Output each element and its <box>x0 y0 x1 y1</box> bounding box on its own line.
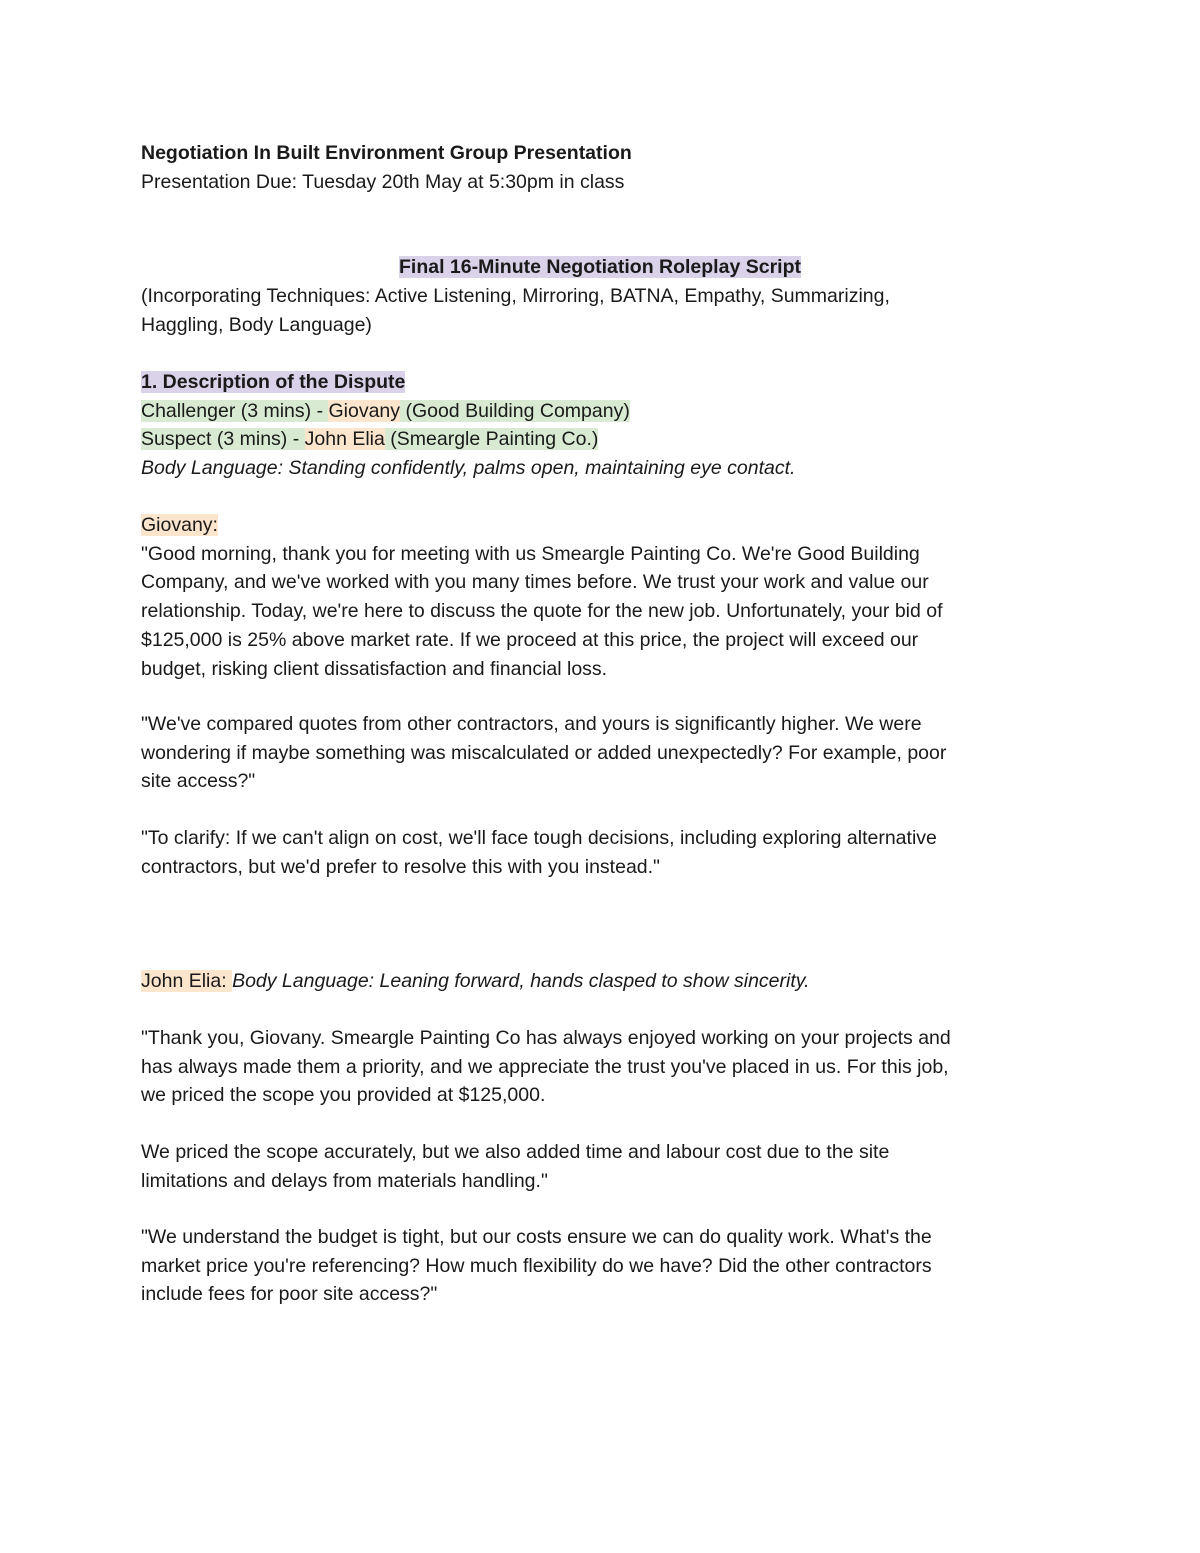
giovany-p1-line: budget, risking client dissatisfaction and financial loss. <box>141 657 608 680</box>
document-title: Negotiation In Built Environment Group Presentation <box>141 142 632 164</box>
presentation-due: Presentation Due: Tuesday 20th May at 5:30pm in class <box>141 170 625 193</box>
techniques-block <box>141 282 1061 339</box>
suspect-company: (Smeargle Painting Co.) <box>384 428 599 451</box>
challenger-name: Giovany <box>328 399 401 422</box>
giovany-paragraph-2 <box>141 710 1061 796</box>
john-p3-line: include fees for poor site access?" <box>141 1283 438 1306</box>
giovany-p1-line: $125,000 is 25% above market rate. If we proceed at this price, the project will exceed our <box>141 628 919 651</box>
section-1-heading: 1. Description of the Dispute <box>141 371 406 393</box>
giovany-p1-line: Company, and we've worked with you many times before. We trust your work and value our <box>141 571 929 594</box>
giovany-p1-line: "Good morning, thank you for meeting with us Smeargle Painting Co. We're Good Building <box>141 542 920 565</box>
john-speaker-block <box>141 967 1061 996</box>
john-speaker-label: John Elia: <box>141 970 233 992</box>
suspect-line <box>141 425 1061 454</box>
john-body-language: Body Language: Leaning forward, hands clasped to show sincerity. <box>232 970 810 992</box>
giovany-p3-line: "To clarify: If we can't align on cost, we'll face tough decisions, including exploring alternative <box>141 827 937 849</box>
giovany-p2-line: site access?" <box>141 770 256 793</box>
giovany-p1-line: relationship. Today, we're here to discuss the quote for the new job. Unfortunately, your bid of <box>141 600 943 623</box>
techniques-line-1: (Incorporating Techniques: Active Listening, Mirroring, BATNA, Empathy, Summarizing, <box>141 285 890 307</box>
john-p1-line: has always made them a priority, and we appreciate the trust you've placed in us. For this job, <box>141 1055 949 1078</box>
challenger-role: Challenger (3 mins) - <box>141 399 329 422</box>
techniques-line-2: Haggling, Body Language) <box>141 313 372 336</box>
header-block <box>141 139 1061 196</box>
john-paragraph-2 <box>141 1138 1061 1195</box>
suspect-role: Suspect (3 mins) - <box>141 428 305 451</box>
john-p2-line: We priced the scope accurately, but we also added time and labour cost due to the site <box>141 1141 890 1163</box>
giovany-speaker-block <box>141 511 1061 683</box>
john-paragraph-3 <box>141 1223 1061 1309</box>
giovany-p2-line: "We've compared quotes from other contractors, and yours is significantly higher. We were <box>141 713 922 735</box>
john-p3-line: "We understand the budget is tight, but our costs ensure we can do quality work. What's the <box>141 1226 932 1248</box>
section-1-body-language: Body Language: Standing confidently, palms open, maintaining eye contact. <box>141 457 796 480</box>
john-p2-line: limitations and delays from materials handling." <box>141 1169 548 1192</box>
john-p1-line: "Thank you, Giovany. Smeargle Painting Co has always enjoyed working on your projects and <box>141 1027 951 1049</box>
giovany-p3-line: contractors, but we'd prefer to resolve this with you instead." <box>141 855 660 878</box>
giovany-paragraph-3 <box>141 824 1061 881</box>
script-title: Final 16-Minute Negotiation Roleplay Script <box>399 256 801 278</box>
script-title-block <box>0 253 1200 282</box>
john-p1-line: we priced the scope you provided at $125,000. <box>141 1084 546 1107</box>
john-p3-line: market price you're referencing? How much flexibility do we have? Did the other contractors <box>141 1254 932 1277</box>
challenger-line <box>141 397 1061 426</box>
giovany-p2-line: wondering if maybe something was miscalculated or added unexpectedly? For example, poor <box>141 741 947 764</box>
section-1-block <box>141 368 1061 483</box>
john-paragraph-1 <box>141 1024 1061 1110</box>
challenger-company: (Good Building Company) <box>400 399 630 422</box>
suspect-name: John Elia <box>304 428 385 451</box>
giovany-speaker-label: Giovany: <box>141 514 218 536</box>
